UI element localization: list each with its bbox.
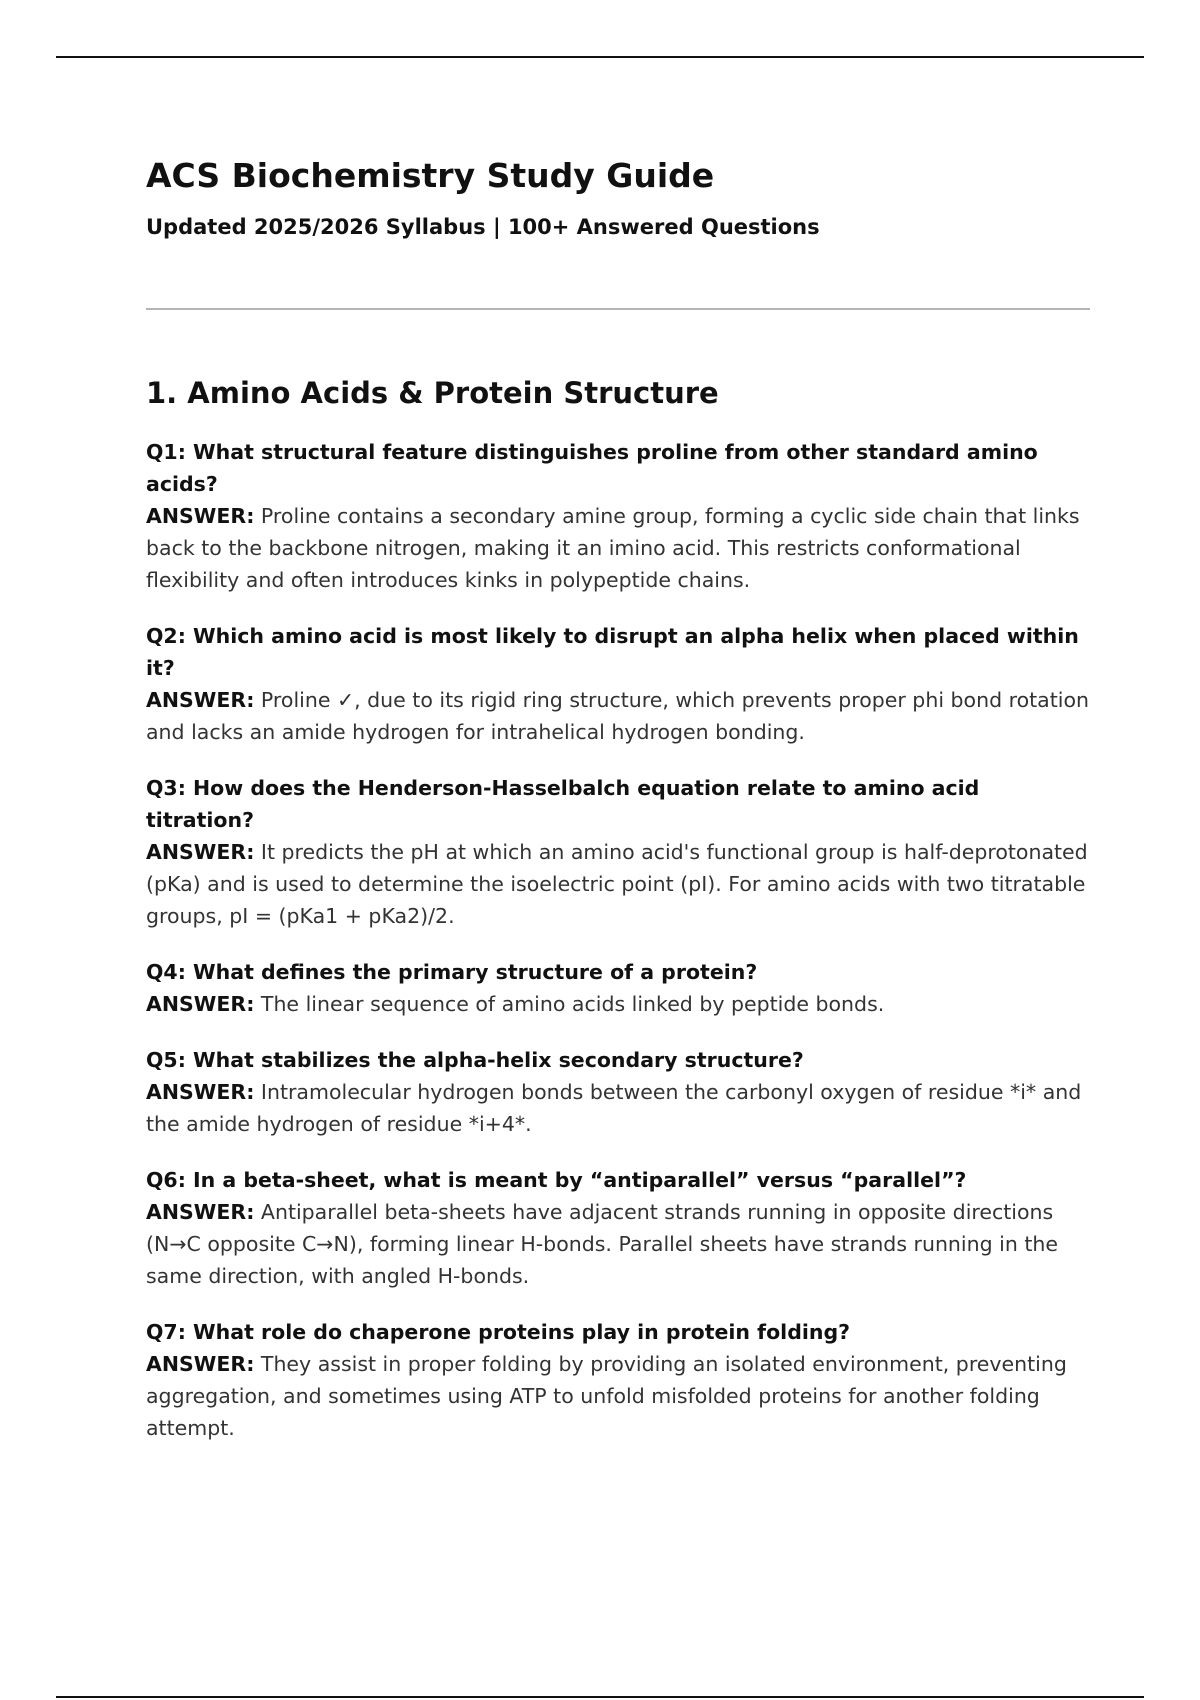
answer-body: Proline contains a secondary amine group, forming a cyclic side chain that links back to the backbone nitrogen, making it an imino acid. This restricts conformational flexibility and often introduces kinks in polypeptide chains. [146,504,1080,592]
answer-body: Intramolecular hydrogen bonds between the carbonyl oxygen of residue *i* and the amide hydrogen of residue *i+4*. [146,1080,1082,1136]
question-item [146,956,1090,1020]
section-divider [146,308,1090,310]
question-text: Q3: How does the Henderson-Hasselbalch equation relate to amino acid titration? [146,776,980,832]
document-body [146,150,1090,1468]
question-text: Q7: What role do chaperone proteins play in protein folding? [146,1320,851,1344]
question-text: Q5: What stabilizes the alpha-helix secondary structure? [146,1048,804,1072]
question-item [146,620,1090,748]
answer-text [146,836,1090,932]
answer-label: ANSWER: [146,688,255,712]
answer-text [146,1196,1090,1292]
page-top-rule [56,56,1144,58]
answer-body: Proline ✓, due to its rigid ring structure, which prevents proper phi bond rotation and lacks an amide hydrogen for intrahelical hydrogen bonding. [146,688,1089,744]
section-heading: 1. Amino Acids & Protein Structure [146,376,719,410]
question-list [146,436,1090,1444]
answer-label: ANSWER: [146,1200,255,1224]
page-bottom-rule [56,1696,1144,1698]
answer-body: The linear sequence of amino acids linked by peptide bonds. [260,992,885,1016]
answer-label: ANSWER: [146,504,255,528]
question-text: Q4: What defines the primary structure of a protein? [146,960,758,984]
answer-body: They assist in proper folding by providing an isolated environment, preventing aggregation, and sometimes using ATP to unfold misfolded proteins for another folding attempt. [146,1352,1067,1440]
question-item [146,1044,1090,1140]
question-item [146,772,1090,932]
answer-label: ANSWER: [146,1080,255,1104]
question-item [146,436,1090,596]
question-item [146,1164,1090,1292]
document-subtitle: Updated 2025/2026 Syllabus | 100+ Answered Questions [146,215,820,239]
answer-text [146,1348,1090,1444]
document-title: ACS Biochemistry Study Guide [146,156,715,195]
answer-body: Antiparallel beta-sheets have adjacent strands running in opposite directions (N→C opposite C→N), forming linear H-bonds. Parallel sheets have strands running in the same direction, with angled H-bonds. [146,1200,1058,1288]
answer-body: It predicts the pH at which an amino acid's functional group is half-deprotonated (pKa) and is used to determine the isoelectric point (pI). For amino acids with two titratable groups, pI = (pKa1 + pKa2)/2. [146,840,1088,928]
answer-label: ANSWER: [146,992,255,1016]
answer-text [146,988,1090,1020]
question-text: Q1: What structural feature distinguishes proline from other standard amino acids? [146,440,1038,496]
question-text: Q6: In a beta-sheet, what is meant by “antiparallel” versus “parallel”? [146,1168,967,1192]
question-text: Q2: Which amino acid is most likely to disrupt an alpha helix when placed within it? [146,624,1079,680]
answer-label: ANSWER: [146,1352,255,1376]
answer-text [146,1076,1090,1140]
answer-label: ANSWER: [146,840,255,864]
answer-text [146,684,1090,748]
answer-text [146,500,1090,596]
question-item [146,1316,1090,1444]
